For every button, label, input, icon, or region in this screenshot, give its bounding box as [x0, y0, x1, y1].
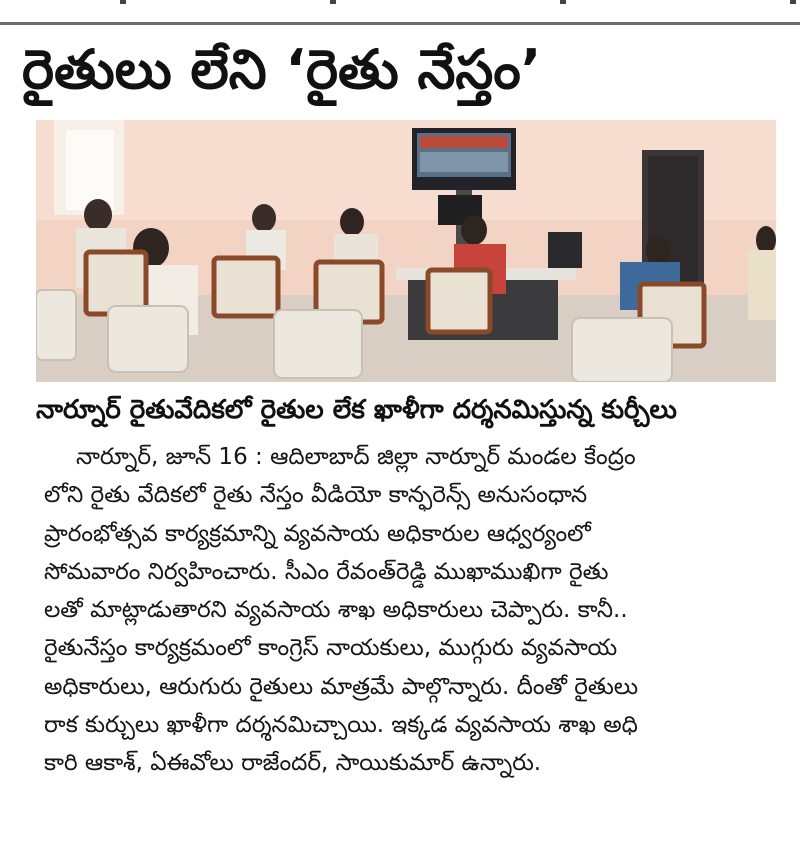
headline: రైతులు లేని ‘రైతు నేస్తం’ — [22, 38, 542, 101]
article-line: రాక కుర్చులు ఖాళీగా దర్శనమిచ్చాయి. ఇక్కడ వ్యవసాయ శాఖ అధి — [44, 712, 638, 739]
article-line: కారి ఆకాశ్, ఏఈవోలు రాజేందర్, సాయికుమార్ ఉన్నారు. — [44, 750, 542, 777]
article-body — [44, 438, 784, 783]
article-line: నార్నూర్, జూన్ 16 : ఆదిలాబాద్ జిల్లా నార్నూర్ మండల కేంద్రం — [76, 444, 636, 470]
top-rule — [0, 22, 800, 25]
article-line: అధికారులు, ఆరుగురు రైతులు మాత్రమే పాల్గొన్నారు. దీంతో రైతులు — [44, 673, 639, 700]
news-photo — [36, 120, 776, 382]
article-line: ప్రారంభోత్సవ కార్యక్రమాన్ని వ్యవసాయ అధికారుల ఆధ్వర్యంలో — [44, 520, 591, 547]
article-line: సోమవారం నిర్వహించారు. సీఎం రేవంత్‌రెడ్డి ముఖాముఖిగా రైతు — [44, 558, 609, 585]
article-line: లతో మాట్లాడుతారని వ్యవసాయ శాఖ అధికారులు చెప్పారు. కానీ.. — [44, 597, 628, 624]
meeting-hall-photo — [36, 120, 776, 382]
article-line: లోని రైతు వేదికలో రైతు నేస్తం వీడియో కాన్ఫరెన్స్ అనుసంధాన — [44, 482, 588, 509]
photo-caption: నార్నూర్ రైతువేదికలో రైతుల లేక ఖాళీగా దర్శనమిస్తున్న కుర్చీలు — [36, 395, 677, 425]
page-edge-marks — [0, 0, 800, 8]
article-line: రైతునేస్తం కార్యక్రమంలో కాంగ్రెస్ నాయకులు, ముగ్గురు వ్యవసాయ — [44, 635, 618, 662]
